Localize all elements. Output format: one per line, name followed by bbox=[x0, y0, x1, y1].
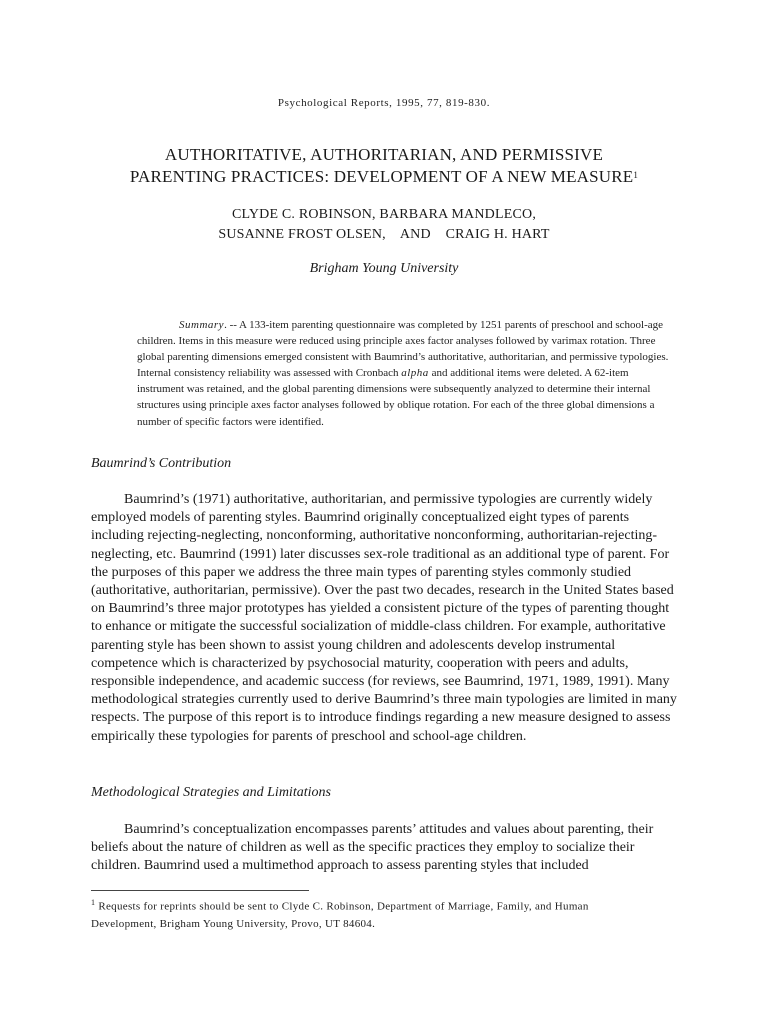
title-line-2-text: PARENTING PRACTICES: DEVELOPMENT OF A NEW MEASURE bbox=[129, 167, 634, 186]
section-paragraph-baumrind bbox=[91, 491, 681, 746]
section-heading-methodology: Methodological Strategies and Limitations bbox=[91, 785, 331, 800]
affiliation: Brigham Young University bbox=[309, 261, 459, 276]
authors-line-2: SUSANNE FROST OLSEN, AND CRAIG H. HART bbox=[218, 227, 550, 242]
title-line-2 bbox=[0, 166, 768, 188]
title-line-1: AUTHORITATIVE, AUTHORITARIAN, AND PERMISSIVE bbox=[164, 145, 604, 164]
abstract-text-2: and additional items were deleted. A 62-item instrument was retained, and the global parenting dimensions were subsequently analyzed to determine their internal structures using principle axes factor analyses followed by oblique rotation. For each of the three global dimensions a number of specific factors were identified. bbox=[137, 367, 655, 428]
footnote-mark: 1 bbox=[91, 898, 96, 907]
paragraph-text-methodology: Baumrind’s conceptualization encompasses parents’ attitudes and values about parenting, their beliefs about the nature of children as well as the specific practices they employ to socialize their children. Baumrind used a multimethod approach to assess parenting styles that included bbox=[91, 822, 654, 874]
section-paragraph-methodology bbox=[91, 821, 681, 876]
paragraph-text-baumrind: Baumrind’s (1971) authoritative, authoritarian, and permissive typologies are currently widely employed models of parenting styles. Baumrind originally conceptualized eight types of parents including rejecting-neglecting, nonconforming, authoritative nonconforming, authoritarian-rejecting-neglecting, etc. Baumrind (1991) later discusses sex-role traditional as an additional type of parent. For the purposes of this paper we address the three main types of parenting styles commonly studied (authoritative, authoritarian, permissive). Over the past two decades, research in the United States based on Baumrind’s three major prototypes has yielded a consistent picture of the types of parenting thought to enhance or mitigate the successful socialization of middle-class children. For example, authoritative parenting style has been shown to assist young children and adolescents develop instrumental competence which is characterized by psychosocial maturity, cooperation with peers and adults, responsible independence, and academic success (for reviews, see Baumrind, 1971, 1989, 1991). Many methodological strategies currently used to derive Baumrind’s three main typologies are limited in many respects. The purpose of this report is to introduce findings regarding a new measure designed to assess empirically these typologies for parents of preschool and school-age children. bbox=[91, 492, 677, 744]
section-heading-baumrind: Baumrind’s Contribution bbox=[91, 456, 232, 471]
footnote-text: Requests for reprints should be sent to Clyde C. Robinson, Department of Marriage, Family, and Human Development, Brigham Young University, Provo, UT 84604. bbox=[91, 900, 589, 930]
author-list bbox=[0, 205, 768, 245]
abstract-text-1: . -- A 133-item parenting questionnaire was completed by 1251 parents of preschool and school-age children. Items in this measure were reduced using principle axes factor analyses followed by varimax rotation. Three global parenting dimensions emerged consistent with Baumrind’s authoritative, authoritarian, and permissive typologies. Internal consistency reliability was assessed with Cronbach bbox=[137, 319, 669, 380]
authors-line-1: CLYDE C. ROBINSON, BARBARA MANDLECO, bbox=[231, 207, 537, 222]
journal-citation: Psychological Reports, 1995, 77, 819-830. bbox=[277, 97, 491, 109]
footnote bbox=[91, 894, 651, 933]
footnote-divider bbox=[91, 890, 309, 891]
abstract bbox=[137, 317, 677, 430]
title-footnote-mark: 1 bbox=[633, 170, 639, 180]
paper-title bbox=[0, 144, 768, 188]
abstract-label: Summary bbox=[179, 319, 225, 331]
abstract-alpha: alpha bbox=[401, 367, 429, 380]
